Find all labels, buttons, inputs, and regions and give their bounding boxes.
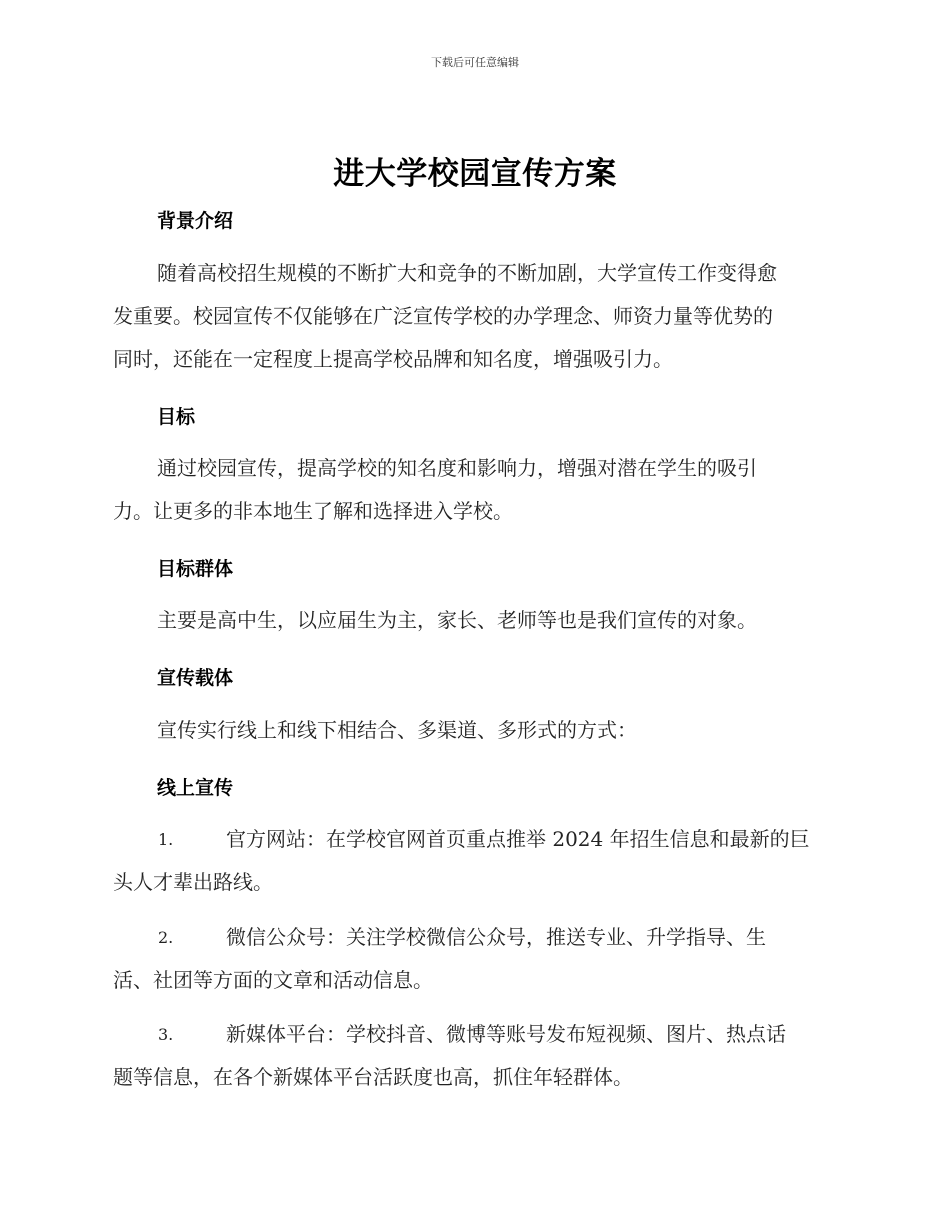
paragraph-background (113, 252, 838, 381)
paragraph-line: 发重要。校园宣传不仅能够在广泛宣传学校的办学理念、师资力量等优势的 (113, 304, 773, 328)
list-item (113, 1013, 838, 1099)
list-item (113, 818, 838, 904)
paragraph-line: 同时，还能在一定程度上提高学校品牌和知名度，增强吸引力。 (113, 347, 673, 371)
paragraph-line: 随着高校招生规模的不断扩大和竞争的不断加剧，大学宣传工作变得愈 (157, 261, 777, 285)
paragraph-audience (113, 599, 838, 642)
list-item-line: 新媒体平台：学校抖音、微博等账号发布短视频、图片、热点话 (226, 1022, 786, 1046)
list-number: 3. (158, 1025, 174, 1044)
paragraph-line: 主要是高中生，以应届生为主，家长、老师等也是我们宣传的对象。 (157, 608, 757, 632)
heading-goal: 目标 (157, 406, 196, 428)
paragraph-line: 通过校园宣传，提高学校的知名度和影响力，增强对潜在学生的吸引 (157, 456, 757, 480)
paragraph-line: 宣传实行线上和线下相结合、多渠道、多形式的方式： (157, 718, 637, 742)
header-note: 下载后可任意编辑 (431, 56, 519, 69)
list-item-line: 题等信息，在各个新媒体平台活跃度也高，抓住年轻群体。 (113, 1065, 633, 1089)
list-item-line: 官方网站：在学校官网首页重点推举 2024 年招生信息和最新的巨 (226, 827, 810, 851)
heading-background: 背景介绍 (157, 210, 234, 232)
list-number: 1. (158, 830, 174, 849)
paragraph-media (113, 709, 838, 752)
heading-online: 线上宣传 (157, 777, 234, 799)
list-item-line: 头人才辈出路线。 (113, 870, 273, 894)
heading-media: 宣传载体 (157, 667, 234, 689)
paragraph-line: 力。让更多的非本地生了解和选择进入学校。 (113, 499, 513, 523)
list-item (113, 916, 838, 1002)
list-item-line: 微信公众号：关注学校微信公众号，推送专业、升学指导、生 (226, 925, 766, 949)
list-number: 2. (158, 928, 174, 947)
heading-audience: 目标群体 (157, 558, 234, 580)
page-title: 进大学校园宣传方案 (333, 156, 617, 192)
list-item-line: 活、社团等方面的文章和活动信息。 (113, 968, 433, 992)
paragraph-goal (113, 447, 838, 533)
